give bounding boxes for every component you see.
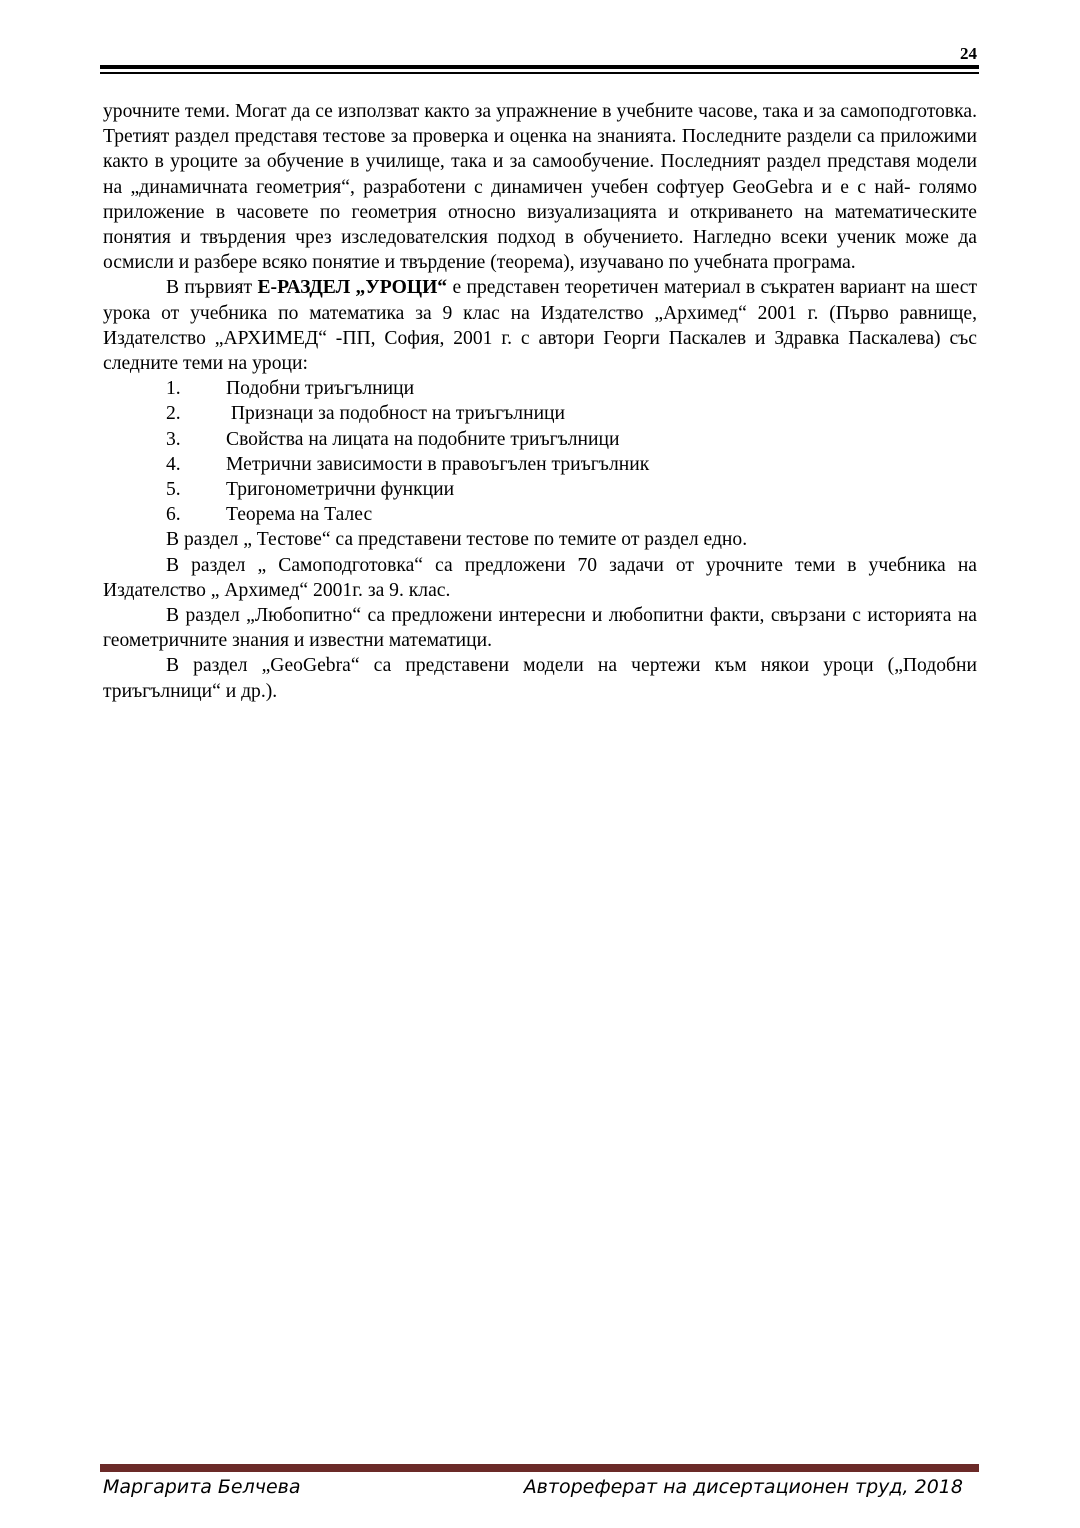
list-item	[103, 401, 977, 426]
paragraph-geogebra: В раздел „GeoGebra“ са представени модели на чертежи към някои уроци („Подобни триъгълници“ и др.).	[103, 655, 977, 702]
list-item-title: Теорема на Талес	[226, 504, 373, 526]
list-item-number: 6.	[166, 504, 181, 526]
section-title-bold: Е-РАЗДЕЛ „УРОЦИ“	[257, 277, 448, 299]
footer-document-title: Автореферат на дисертационен труд, 2018	[523, 1476, 963, 1498]
list-item-title: Свойства на лицата на подобните триъгълници	[226, 428, 620, 450]
paragraph-tests: В раздел „ Тестове“ са представени тестове по темите от раздел едно.	[166, 529, 748, 551]
document-body	[103, 99, 977, 704]
list-item	[103, 452, 977, 477]
paragraph-text: В първият	[166, 277, 258, 299]
list-item-number: 1.	[166, 378, 181, 400]
list-item-title: Признаци за подобност на триъгълници	[226, 403, 566, 425]
page-number: 24	[960, 44, 977, 63]
lessons-list	[103, 376, 977, 527]
paragraph-curious: В раздел „Любопитно“ са предложени интересни и любопитни факти, свързани с историята на геометричните знания и известни математици.	[103, 605, 977, 652]
paragraph-intro: урочните теми. Могат да се използват както за упражнение в учебните часове, така и за самоподготовка. Третият раздел представя тестове за проверка и оценка на знанията. Последните раздели са приложими както в уроците за обучение в училище, така и за самообучение. Последният раздел представя модели на „динамичната геометрия“, разработени с динамичен учебен софтуер GeoGebra и е с най- голямо приложение в часовете по геометрия относно визуализацията и откриването на математическите понятия и твърдения чрез изследователския подход в обучението. Нагледно всеки ученик може да осмисли и разбере всяко понятие и твърдение (теорема), изучавано по учебната програма.	[103, 101, 977, 274]
list-item-title: Метрични зависимости в правоъгълен триъгълник	[226, 453, 650, 475]
list-item-number: 4.	[166, 453, 181, 475]
footer-author: Маргарита Белчева	[103, 1476, 301, 1498]
list-item	[103, 477, 977, 502]
list-item-title: Подобни триъгълници	[226, 378, 415, 400]
list-item-number: 3.	[166, 428, 181, 450]
list-item-title: Тригонометрични функции	[226, 479, 455, 501]
paragraph-self-study: В раздел „ Самоподготовка“ са предложени 70 задачи от урочните теми в учебника на Издателство „ Архимед“ 2001г. за 9. клас.	[103, 554, 977, 601]
list-item	[103, 376, 977, 401]
footer-rule	[100, 1464, 979, 1472]
paragraph-lessons-section	[103, 275, 977, 376]
list-item-number: 5.	[166, 479, 181, 501]
list-item	[103, 502, 977, 527]
header-rule	[100, 65, 979, 74]
paragraph-text: е представен теоретичен материал в съкратен вариант на шест урока от учебника по математика за 9 клас на Издателство „Архимед“ 2001 г. (Първо равнище, Издателство „АРХИМЕД“ -ПП, София, 2001 г. с автори Георги Паскалев и Здравка Паскалева) със следните теми на уроци:	[103, 277, 978, 375]
list-item	[103, 427, 977, 452]
list-item-number: 2.	[166, 403, 181, 425]
